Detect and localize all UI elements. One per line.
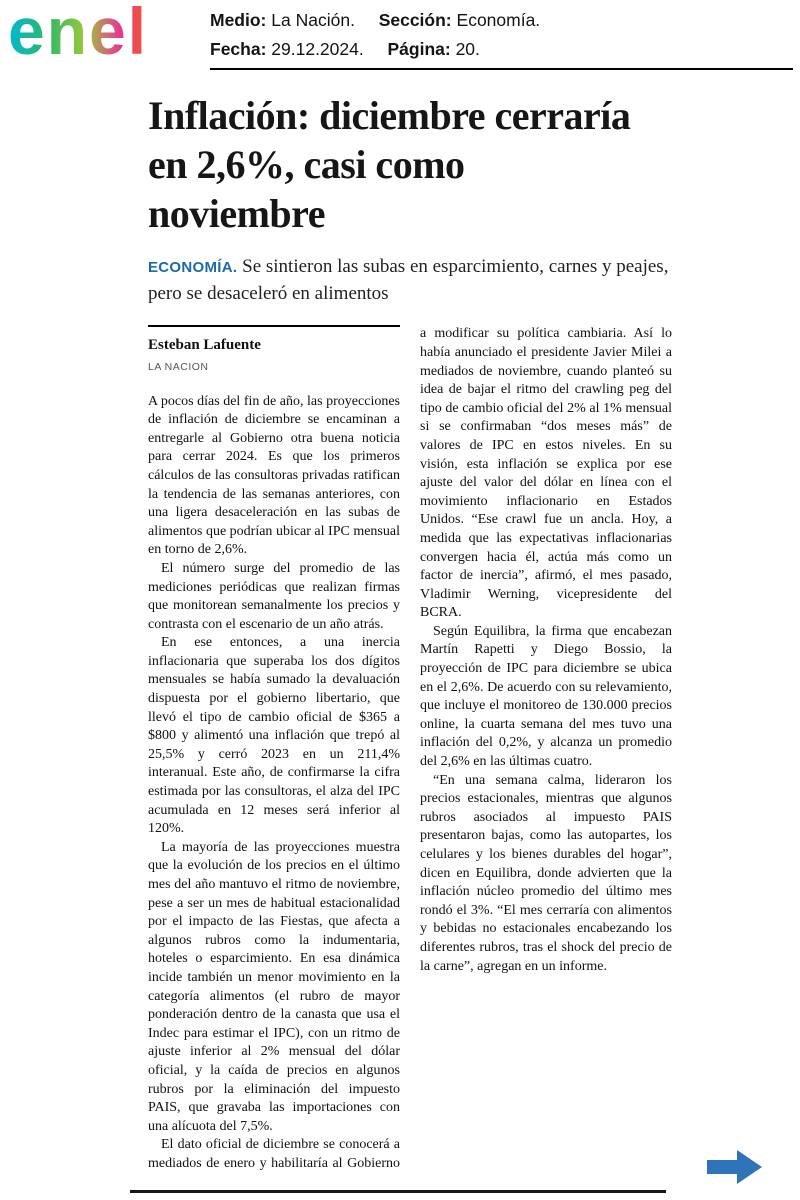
seccion-value: Economía. [456,10,541,30]
fecha-label: Fecha: [210,39,267,59]
article-paragraph: “En una semana calma, lideraron los precios estacionales, mientras que algunos rubros asociados al impuesto PAIS presentaron bajas, como las autopartes, los celulares y los bienes durables del hogar”, dicen en Equilibra, donde advierten que la inflación núcleo promedio del último mes rondó el 3%. “El mes cerraría con alimentos y bebidas no estacionales encabezando los diferentes rubros, tras el shock del precio de la carne”, agregan en un informe. [420,772,672,974]
medio-label: Medio: [210,10,267,30]
byline-author: Esteban Lafuente [148,337,261,354]
article-paragraph: El dato oficial de diciembre se conocerá a mediados de enero y habilitaría al Gobierno a modificar su política cambiaria. Así lo había anunciado el presidente Javier Milei a mediados de noviembre, cuando planteó su idea de bajar el ritmo del crawling peg del tipo de cambio oficial del 2% al 1% mensual si se confirmaban “dos meses más” de valores de IPC en estos niveles. En su visión, esta inflación se explica por ese ajuste del valor del dólar en línea con el movimiento inflacionario en Estados Unidos. “Ese crawl fue un ancla. Hoy, a medida que las expectativas inflacionarias convergen hacia él, actúa más como un factor de inercia”, afirmó, el mes pasado, Vladimir Werning, vicepresidente del BCRA. [148,326,672,1171]
section-kicker: ECONOMÍA. [148,259,238,277]
article-body-columns [148,325,672,1185]
article-paragraph: La mayoría de las proyecciones muestra que la evolución de los precios en el último mes del año mantuvo el ritmo de noviembre, pese a ser un mes de habitual estacionalidad por el impacto de las Fiestas, que afecta a algunos rubros como la indumentaria, hoteles o esparcimiento. En esa dinámica incide también un menor movimiento en la categoría alimentos (el rubro de mayor ponderación dentro de la canasta que usa el Indec para estimar el IPC), con un ritmo de ajuste inferior al 2% mensual del dólar oficial, y la caída de precios en algunos rubros por la eliminación del impuesto PAIS, que gravaba las importaciones con una alícuota del 7,5%. [148,839,400,1134]
fecha-value: 29.12.2024. [271,39,364,59]
news-article [148,92,672,1185]
seccion-label: Sección: [378,10,452,30]
enel-logo-icon [8,2,178,62]
meta-line-fecha-pagina [210,35,540,64]
pagina-value: 20. [455,39,480,59]
article-subhead [148,254,672,307]
subhead-text: Se sintieron las subas en esparcimiento, carnes y peajes, pero se desaceleró en alimentos [148,256,669,305]
arrow-right-icon [706,1148,764,1186]
pagina-label: Página: [387,39,451,59]
clipping-meta [210,6,540,64]
header-divider [210,68,793,70]
next-page-arrow[interactable] [706,1148,764,1186]
byline-source: LA NACION [148,360,209,373]
enel-logo-text: enel [8,2,149,62]
article-paragraph: En ese entonces, a una inercia inflacionaria que superaba los dos dígitos mensuales se había sumado la devaluación dispuesta por el gobierno libertario, que llevó el tipo de cambio oficial de $365 a $800 y alimentó una inflación que trepó al 25,5% y cerró 2023 en un 211,4% interanual. Este año, de confirmarse la cifra estimada por las consultoras, el alza del IPC acumulada en 12 meses será inferior al 120%. [148,635,400,837]
article-headline: Inflación: diciembre cerraría en 2,6%, casi como noviembre [148,93,631,236]
enel-logo [8,2,178,62]
meta-line-medio-seccion [210,6,540,35]
article-paragraph: El número surge del promedio de las mediciones periódicas que realizan firmas que monitorean semanalmente los precios y contrasta con el escenario de un año atrás. [148,560,400,632]
medio-value: La Nación. [271,10,355,30]
byline-block [148,325,400,376]
bottom-divider [130,1190,666,1193]
article-paragraph: A pocos días del fin de año, las proyecciones de inflación de diciembre se encaminan a entregarle al Gobierno otra buena noticia para cerrar 2024. Es que los primeros cálculos de las consultoras privadas ratifican la tendencia de las semanas anteriores, con una ligera desaceleración en las subas de alimentos que podrían ubicar al IPC mensual en torno de 2,6%. [148,393,400,558]
article-paragraph: Según Equilibra, la firma que encabezan Martín Rapetti y Diego Bossio, la proyección de IPC para diciembre se ubica en el 2,6%. De acuerdo con su relevamiento, que incluye el monitoreo de 130.000 precios online, la cuarta semana del mes tuvo una inflación del 0,2%, y alcanza un promedio del 2,6% en las últimas cuatro. [420,623,672,770]
